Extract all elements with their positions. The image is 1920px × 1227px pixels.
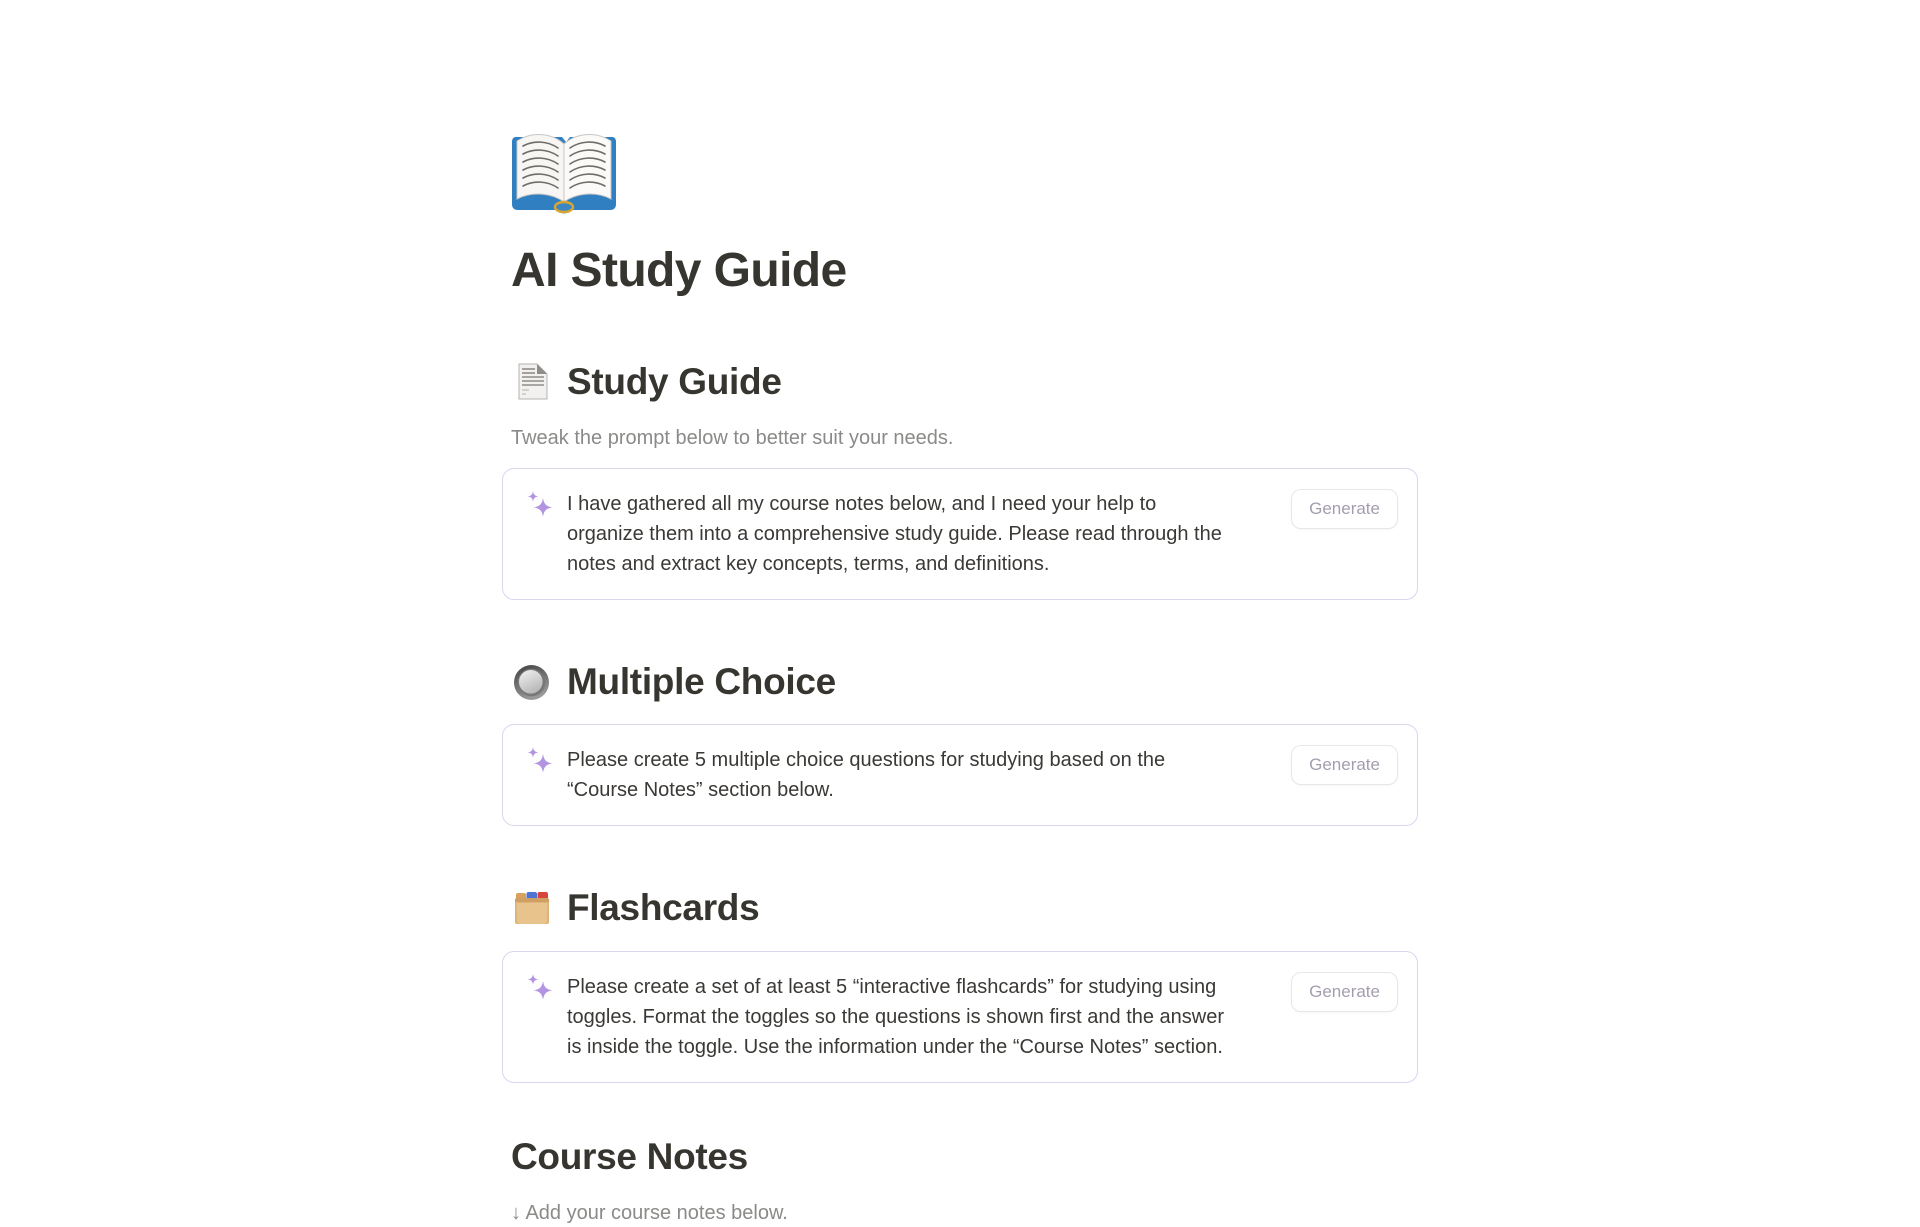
- flashcards-generate-button[interactable]: Generate: [1291, 972, 1398, 1012]
- heading-multiple-choice: [511, 660, 1418, 704]
- page-facing-up-icon: [511, 361, 552, 402]
- multiple-choice-prompt-block: [502, 724, 1418, 826]
- study-guide-helper-text: Tweak the prompt below to better suit your needs.: [511, 426, 954, 449]
- study-guide-prompt-block: [502, 468, 1418, 600]
- course-notes-helper-text: ↓ Add your course notes below.: [511, 1202, 788, 1225]
- multiple-choice-generate-button[interactable]: Generate: [1291, 745, 1398, 785]
- sparkles-icon: [526, 746, 554, 776]
- heading-course-notes-label: Course Notes: [511, 1135, 748, 1177]
- study-guide-prompt-text[interactable]: I have gathered all my course notes below, and I need your help to organize them into a comprehensive study guide. Please read through the notes and extract key concepts, terms, and definitions.: [567, 492, 1222, 575]
- heading-course-notes: [511, 1135, 1418, 1179]
- flashcards-prompt-block: [502, 951, 1418, 1083]
- heading-study-guide: [511, 360, 1418, 404]
- page: [502, 0, 1418, 1227]
- study-guide-generate-button[interactable]: Generate: [1291, 489, 1398, 529]
- sparkles-icon: [526, 973, 554, 1003]
- heading-flashcards: [511, 886, 1418, 930]
- heading-multiple-choice-label: Multiple Choice: [567, 660, 836, 702]
- open-book-icon: [508, 128, 620, 216]
- heading-flashcards-label: Flashcards: [567, 887, 760, 929]
- flashcards-prompt-text[interactable]: Please create a set of at least 5 “interactive flashcards” for studying using toggles. Format the toggles so the questions is shown first and the answer is inside the toggle. Use the information under the “Course Notes” section.: [567, 975, 1225, 1058]
- page-title: AI Study Guide: [511, 244, 847, 297]
- multiple-choice-prompt-text[interactable]: Please create 5 multiple choice questions for studying based on the “Course Notes” section below.: [567, 749, 1166, 802]
- radio-button-icon: [511, 662, 552, 703]
- card-index-dividers-icon: [511, 888, 552, 929]
- heading-study-guide-label: Study Guide: [567, 360, 782, 402]
- sparkles-icon: [526, 490, 554, 520]
